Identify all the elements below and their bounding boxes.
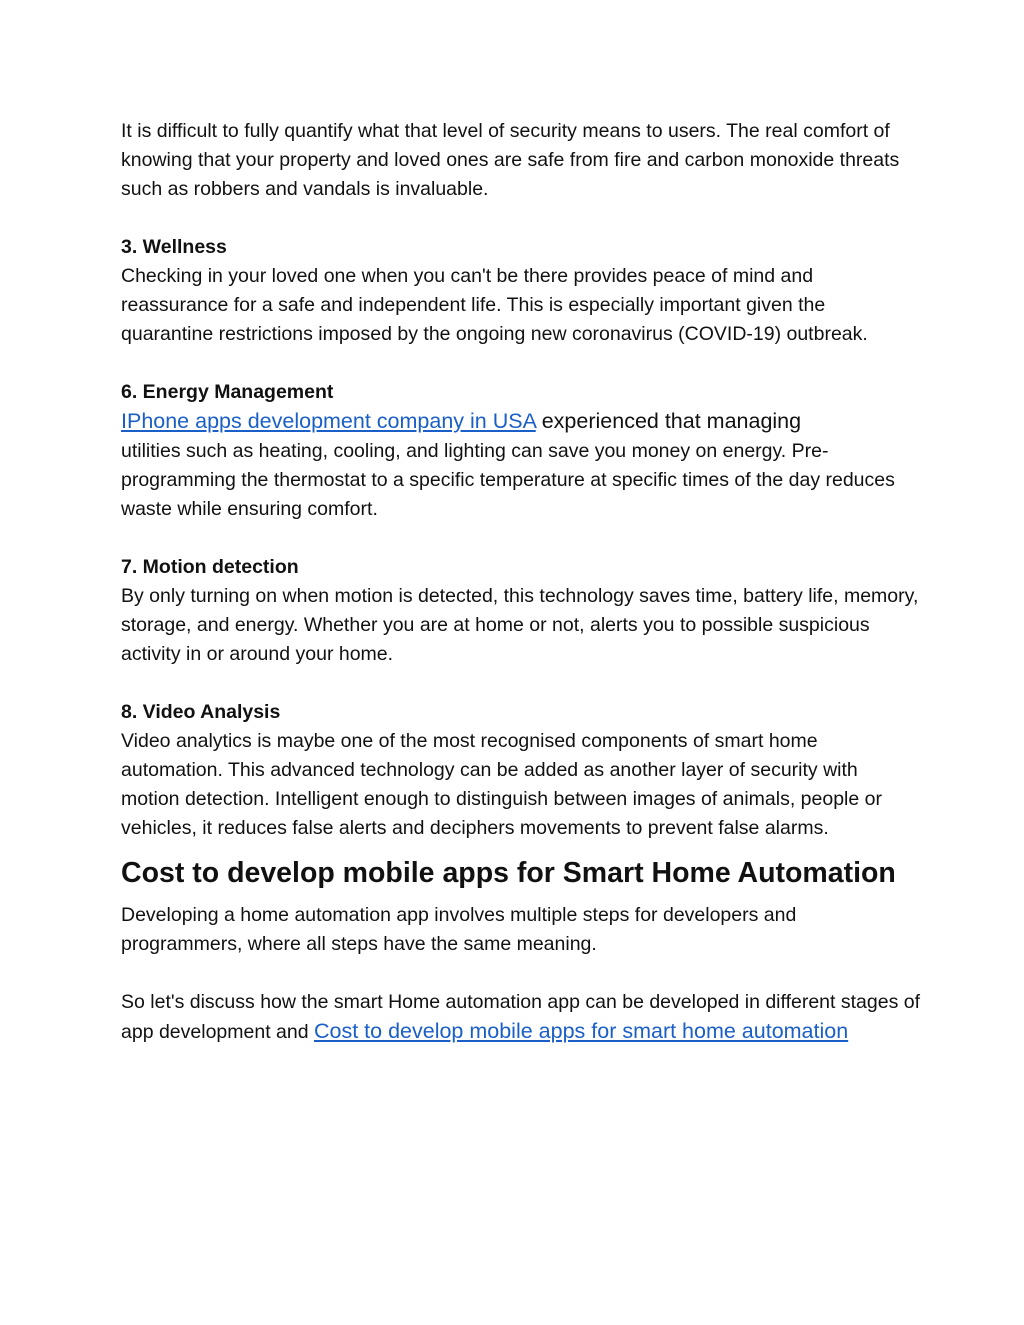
motion-body: By only turning on when motion is detected, this technology saves time, battery life, memory, storage, and energy. Whether you are at home or not, alerts you to possible suspicious activity in or around your home. xyxy=(121,585,919,665)
video-body: Video analytics is maybe one of the most recognised components of smart home automation. This advanced technology can be added as another layer of security with motion detection. Intelligent enough to distinguish between images of animals, people or vehicles, it reduces false alerts and deciphers movements to prevent false alarms. xyxy=(121,730,882,839)
wellness-title: 3. Wellness xyxy=(121,236,227,258)
motion-title: 7. Motion detection xyxy=(121,556,299,578)
spacer xyxy=(121,669,921,698)
document-page xyxy=(121,117,921,1047)
cost-develop-link[interactable]: Cost to develop mobile apps for smart home automation xyxy=(313,1019,849,1043)
energy-title: 6. Energy Management xyxy=(121,381,334,403)
spacer xyxy=(121,959,921,988)
energy-body-rest: utilities such as heating, cooling, and lighting can save you money on energy. Pre-programming the thermostat to a specific temperature at specific times of the day reduces waste while ensuring comfort. xyxy=(121,440,895,520)
cost-paragraph-1: Developing a home automation app involves multiple steps for developers and programmers, where all steps have the same meaning. xyxy=(121,904,797,955)
cost-paragraph-2 xyxy=(121,988,921,1047)
intro-paragraph: It is difficult to fully quantify what that level of security means to users. The real comfort of knowing that your property and loved ones are safe from fire and carbon monoxide threats such as robbers and vandals is invaluable. xyxy=(121,120,900,200)
spacer xyxy=(121,524,921,553)
wellness-body: Checking in your loved one when you can't be there provides peace of mind and reassurance for a safe and independent life. This is especially important given the quarantine restrictions imposed by the ongoing new coronavirus (COVID-19) outbreak. xyxy=(121,265,868,345)
video-title: 8. Video Analysis xyxy=(121,701,281,723)
iphone-apps-link[interactable]: IPhone apps development company in USA xyxy=(121,409,536,433)
energy-body-first: experienced that managing xyxy=(535,409,802,433)
energy-body xyxy=(121,407,921,524)
cost-heading: Cost to develop mobile apps for Smart Home Automation xyxy=(121,857,896,889)
spacer xyxy=(121,204,921,233)
spacer xyxy=(121,349,921,378)
cost-paragraph-2-text: So let's discuss how the smart Home automation app can be developed in different stages of app development and xyxy=(121,991,920,1043)
